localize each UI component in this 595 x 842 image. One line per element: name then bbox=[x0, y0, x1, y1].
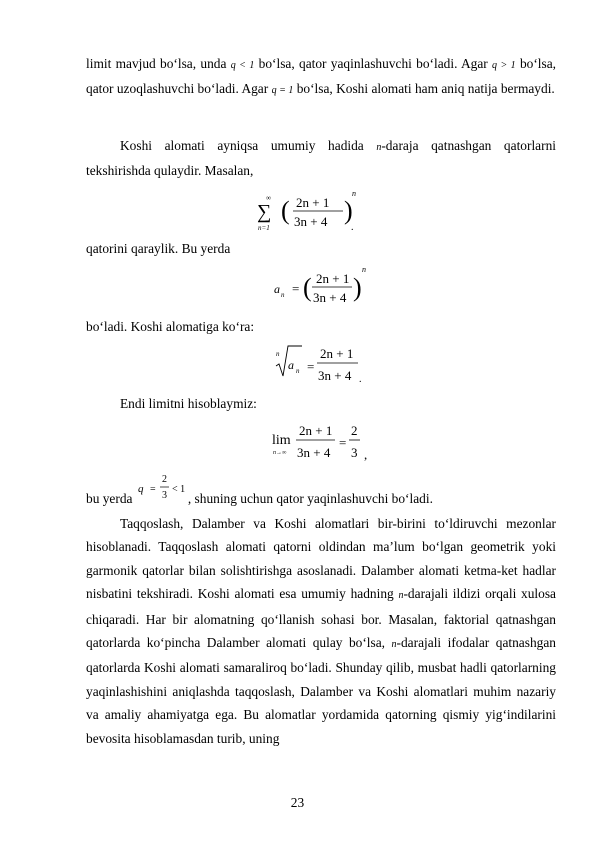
text-segment: bo‘lsa, Koshi alomati ham aniq natija bermaydi. bbox=[296, 81, 555, 97]
fraction-denominator: 3n + 4 bbox=[318, 368, 352, 383]
root-index-n: n bbox=[276, 350, 280, 358]
right-paren: ) bbox=[353, 273, 362, 302]
formula-limit-svg bbox=[0, 419, 595, 465]
text-segment: -darajali ildizi orqali xulosa chiqaradi. Har bir alomatning qo‘llanish sohasi bor. Masalan, faktorial qatnashgan qatorlarda ko‘pincha Dalamber alomati qulay bo‘lsa, bbox=[86, 586, 556, 651]
less-than-one: < 1 bbox=[172, 484, 186, 495]
right-paren: ) bbox=[344, 196, 353, 225]
text-segment: -darajali ifodalar qatnashgan qatorlarda Koshi alomati samaraliroq bo‘ladi. Shunday qilib, musbat hadli qatorlarning yaqinlashishini aniqlashda taqqoslash, Dalamber va Koshi alomatlari muhim nazariy va amaliy ahamiyatga ega. Bu alomatlar yordamida qatorning qismiy yig‘indilarini bevosita hisoblamasdan turib, uning bbox=[86, 635, 556, 746]
fraction-numerator: 2n + 1 bbox=[296, 195, 330, 210]
text-segment: Koshi alomati ayniqsa umumiy hadida bbox=[120, 138, 364, 153]
lim-subscript: n→∞ bbox=[273, 450, 287, 456]
sum-sign: ∑ bbox=[257, 201, 272, 223]
paragraph-consider-series: qatorini qaraylik. Bu yerda bbox=[86, 241, 231, 256]
formula-limit bbox=[0, 419, 595, 465]
inline-math-q-equal-1: q = 1 bbox=[271, 85, 294, 97]
term-a: a bbox=[274, 282, 280, 296]
sum-upper-limit: ∞ bbox=[266, 194, 271, 202]
fraction-numerator: 2n + 1 bbox=[320, 346, 354, 361]
text-segment: -daraja qatnashgan qatorlarni tekshirishda qulaydir. Masalan, bbox=[86, 138, 556, 179]
sum-lower-limit: n=1 bbox=[258, 224, 270, 232]
fraction-numerator: 2n + 1 bbox=[299, 423, 333, 438]
formula-series-sum bbox=[0, 188, 595, 232]
inline-math-n: n bbox=[398, 590, 404, 602]
formula-period: . bbox=[359, 374, 362, 385]
equals-sign: = bbox=[307, 359, 315, 374]
left-paren: ( bbox=[281, 196, 290, 225]
equals-sign: = bbox=[150, 484, 156, 495]
fraction-denominator: 3n + 4 bbox=[297, 445, 331, 460]
term-subscript-n: n bbox=[296, 367, 300, 375]
exponent-n: n bbox=[362, 265, 366, 274]
left-paren: ( bbox=[303, 273, 312, 302]
text-segment: bo‘lsa, qator yaqinlashuvchi bo‘ladi. Agar bbox=[258, 56, 488, 71]
paragraph-by-koshi: bo‘ladi. Koshi alomatiga ko‘ra: bbox=[86, 319, 255, 334]
q-denominator: 3 bbox=[162, 490, 167, 501]
fraction-numerator: 2n + 1 bbox=[316, 271, 350, 286]
paragraph-compute-limit: Endi limitni hisoblaymiz: bbox=[120, 396, 257, 411]
exponent-n: n bbox=[352, 189, 356, 198]
result-numerator: 2 bbox=[351, 423, 358, 438]
result-denominator: 3 bbox=[351, 445, 358, 460]
equals-sign: = bbox=[339, 435, 347, 450]
inline-math-n: n bbox=[376, 142, 382, 153]
formula-comma: , bbox=[364, 447, 368, 462]
formula-period: . bbox=[351, 222, 354, 233]
inline-math-q-greater-1: q > 1 bbox=[492, 60, 516, 71]
paragraph-limit-result bbox=[86, 52, 556, 103]
formula-general-term-svg bbox=[0, 264, 595, 308]
term-subscript-n: n bbox=[281, 291, 285, 299]
text-segment: bo‘lsa, qator uzoqlashuvchi bo‘ladi. Agar bbox=[86, 56, 557, 97]
equals-sign: = bbox=[292, 281, 300, 296]
q-numerator: 2 bbox=[162, 474, 167, 485]
inline-formula-q-svg bbox=[0, 468, 595, 504]
text-segment: bu yerda bbox=[86, 491, 133, 506]
paragraph-comparison-summary bbox=[86, 512, 556, 750]
inline-formula-q-two-thirds bbox=[0, 468, 595, 504]
formula-nth-root-svg bbox=[0, 342, 595, 386]
page-number: 23 bbox=[290, 795, 305, 810]
inline-math-n: n bbox=[391, 639, 397, 651]
text-segment: limit mavjud bo‘lsa, unda bbox=[86, 56, 227, 71]
fraction-denominator: 3n + 4 bbox=[313, 290, 347, 305]
term-a: a bbox=[288, 358, 294, 372]
formula-nth-root bbox=[0, 342, 595, 386]
q-variable: q bbox=[138, 483, 144, 495]
formula-series-sum-svg bbox=[0, 188, 595, 232]
paragraph-koshi-convenience bbox=[86, 134, 556, 183]
inline-math-q-less-1: q < 1 bbox=[230, 60, 255, 71]
lim-operator: lim bbox=[272, 433, 291, 448]
text-segment: Taqqoslash, Dalamber va Koshi alomatlari bir-birini to‘ldiruvchi mezonlar hisoblanadi. Taqqoslash alomati qatorni oldindan ma’lum bo‘lgan geometrik yoki garmonik qatorlar bilan solishtirishga asoslanadi. Dalamber alomati ketma-ket hadlar nisbatini tekshiradi. Koshi alomati esa umumiy hadning bbox=[86, 516, 556, 602]
text-segment: , shuning uchun qator yaqinlashuvchi bo‘ladi. bbox=[187, 491, 433, 506]
fraction-denominator: 3n + 4 bbox=[294, 214, 328, 229]
formula-general-term bbox=[0, 264, 595, 308]
